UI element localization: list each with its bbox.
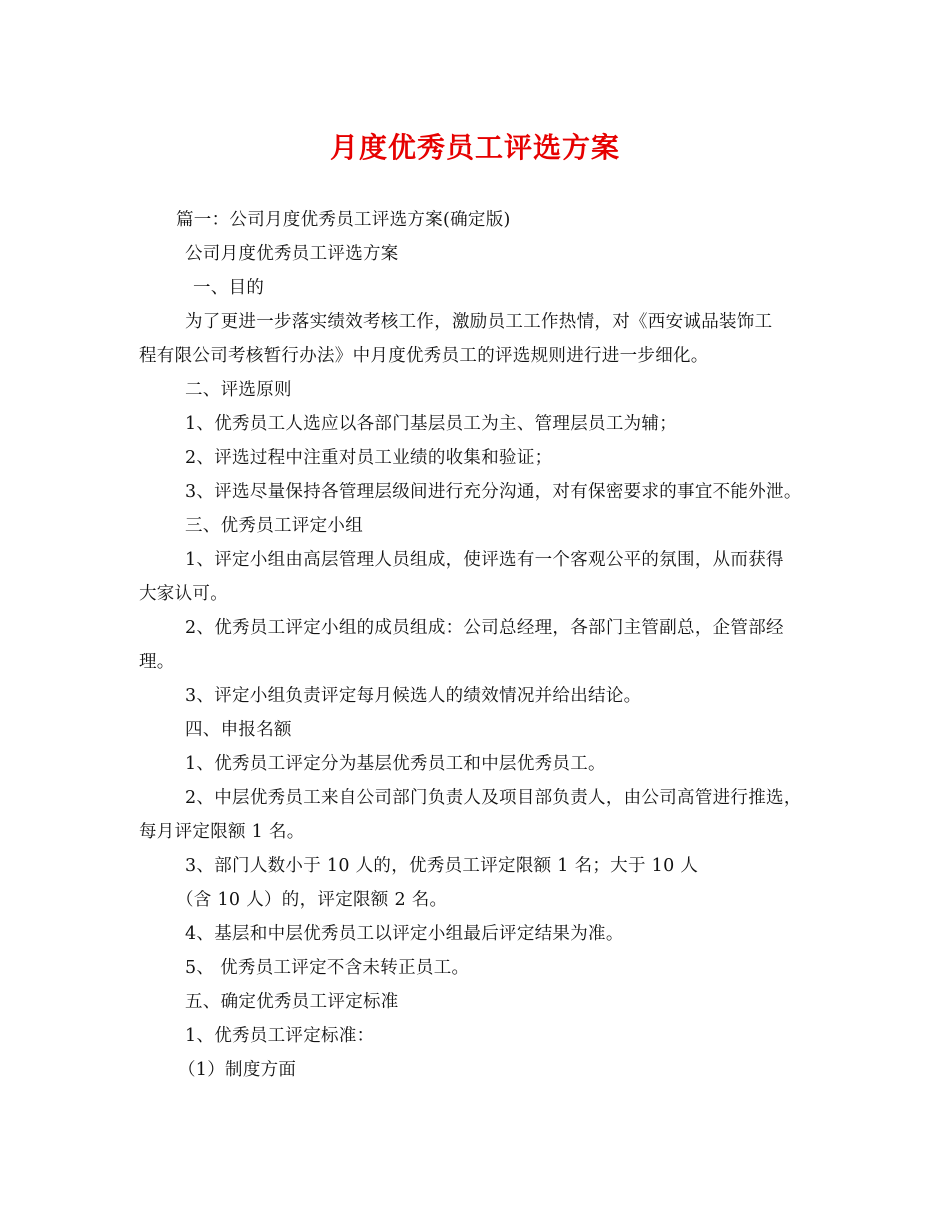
paragraph-line: 4、基层和中层优秀员工以评定小组最后评定结果为准。 <box>185 924 624 944</box>
paragraph-line: 理。 <box>139 652 175 672</box>
paragraph-line: 程有限公司考核暂行办法》中月度优秀员工的评选规则进行进一步细化。 <box>139 346 709 366</box>
paragraph-line: 3、部门人数小于 10 人的，优秀员工评定限额 1 名；大于 10 人 <box>185 856 699 876</box>
paragraph-line: （含 10 人）的，评定限额 2 名。 <box>176 890 448 910</box>
paragraph-line: 大家认可。 <box>139 584 228 604</box>
paragraph-line: 3、评定小组负责评定每月候选人的绩效情况并给出结论。 <box>185 686 642 706</box>
paragraph-line: 3、评选尽量保持各管理层级间进行充分沟通，对有保密要求的事宜不能外泄。 <box>185 482 802 502</box>
section-heading: 二、评选原则 <box>185 380 292 400</box>
section-heading: 五、确定优秀员工评定标准 <box>185 992 399 1012</box>
paragraph-line: （1）制度方面 <box>178 1060 297 1080</box>
paragraph-line: 每月评定限额 1 名。 <box>139 822 305 842</box>
paragraph-line: 5、 优秀员工评定不含未转正员工。 <box>185 958 470 978</box>
paragraph-line: 篇一：公司月度优秀员工评选方案(确定版) <box>176 210 511 230</box>
paragraph-line: 公司月度优秀员工评选方案 <box>185 244 399 264</box>
paragraph-line: 为了更进一步落实绩效考核工作，激励员工工作热情，对《西安诚品装饰工 <box>185 312 773 332</box>
document-title: 月度优秀员工评选方案 <box>329 131 620 164</box>
section-heading: 一、目的 <box>193 278 265 298</box>
paragraph-line: 2、评选过程中注重对员工业绩的收集和验证； <box>185 448 553 468</box>
paragraph-line: 2、中层优秀员工来自公司部门负责人及项目部负责人，由公司高管进行推选， <box>185 788 802 808</box>
paragraph-line: 1、优秀员工评定标准： <box>185 1026 375 1046</box>
paragraph-line: 1、优秀员工评定分为基层优秀员工和中层优秀员工。 <box>185 754 606 774</box>
paragraph-line: 1、评定小组由高层管理人员组成，使评选有一个客观公平的氛围，从而获得 <box>185 550 784 570</box>
paragraph-line: 1、优秀员工人选应以各部门基层员工为主、管理层员工为辅； <box>185 414 678 434</box>
section-heading: 四、申报名额 <box>185 720 292 740</box>
section-heading: 三、优秀员工评定小组 <box>185 516 363 536</box>
paragraph-line: 2、优秀员工评定小组的成员组成：公司总经理，各部门主管副总，企管部经 <box>185 618 784 638</box>
